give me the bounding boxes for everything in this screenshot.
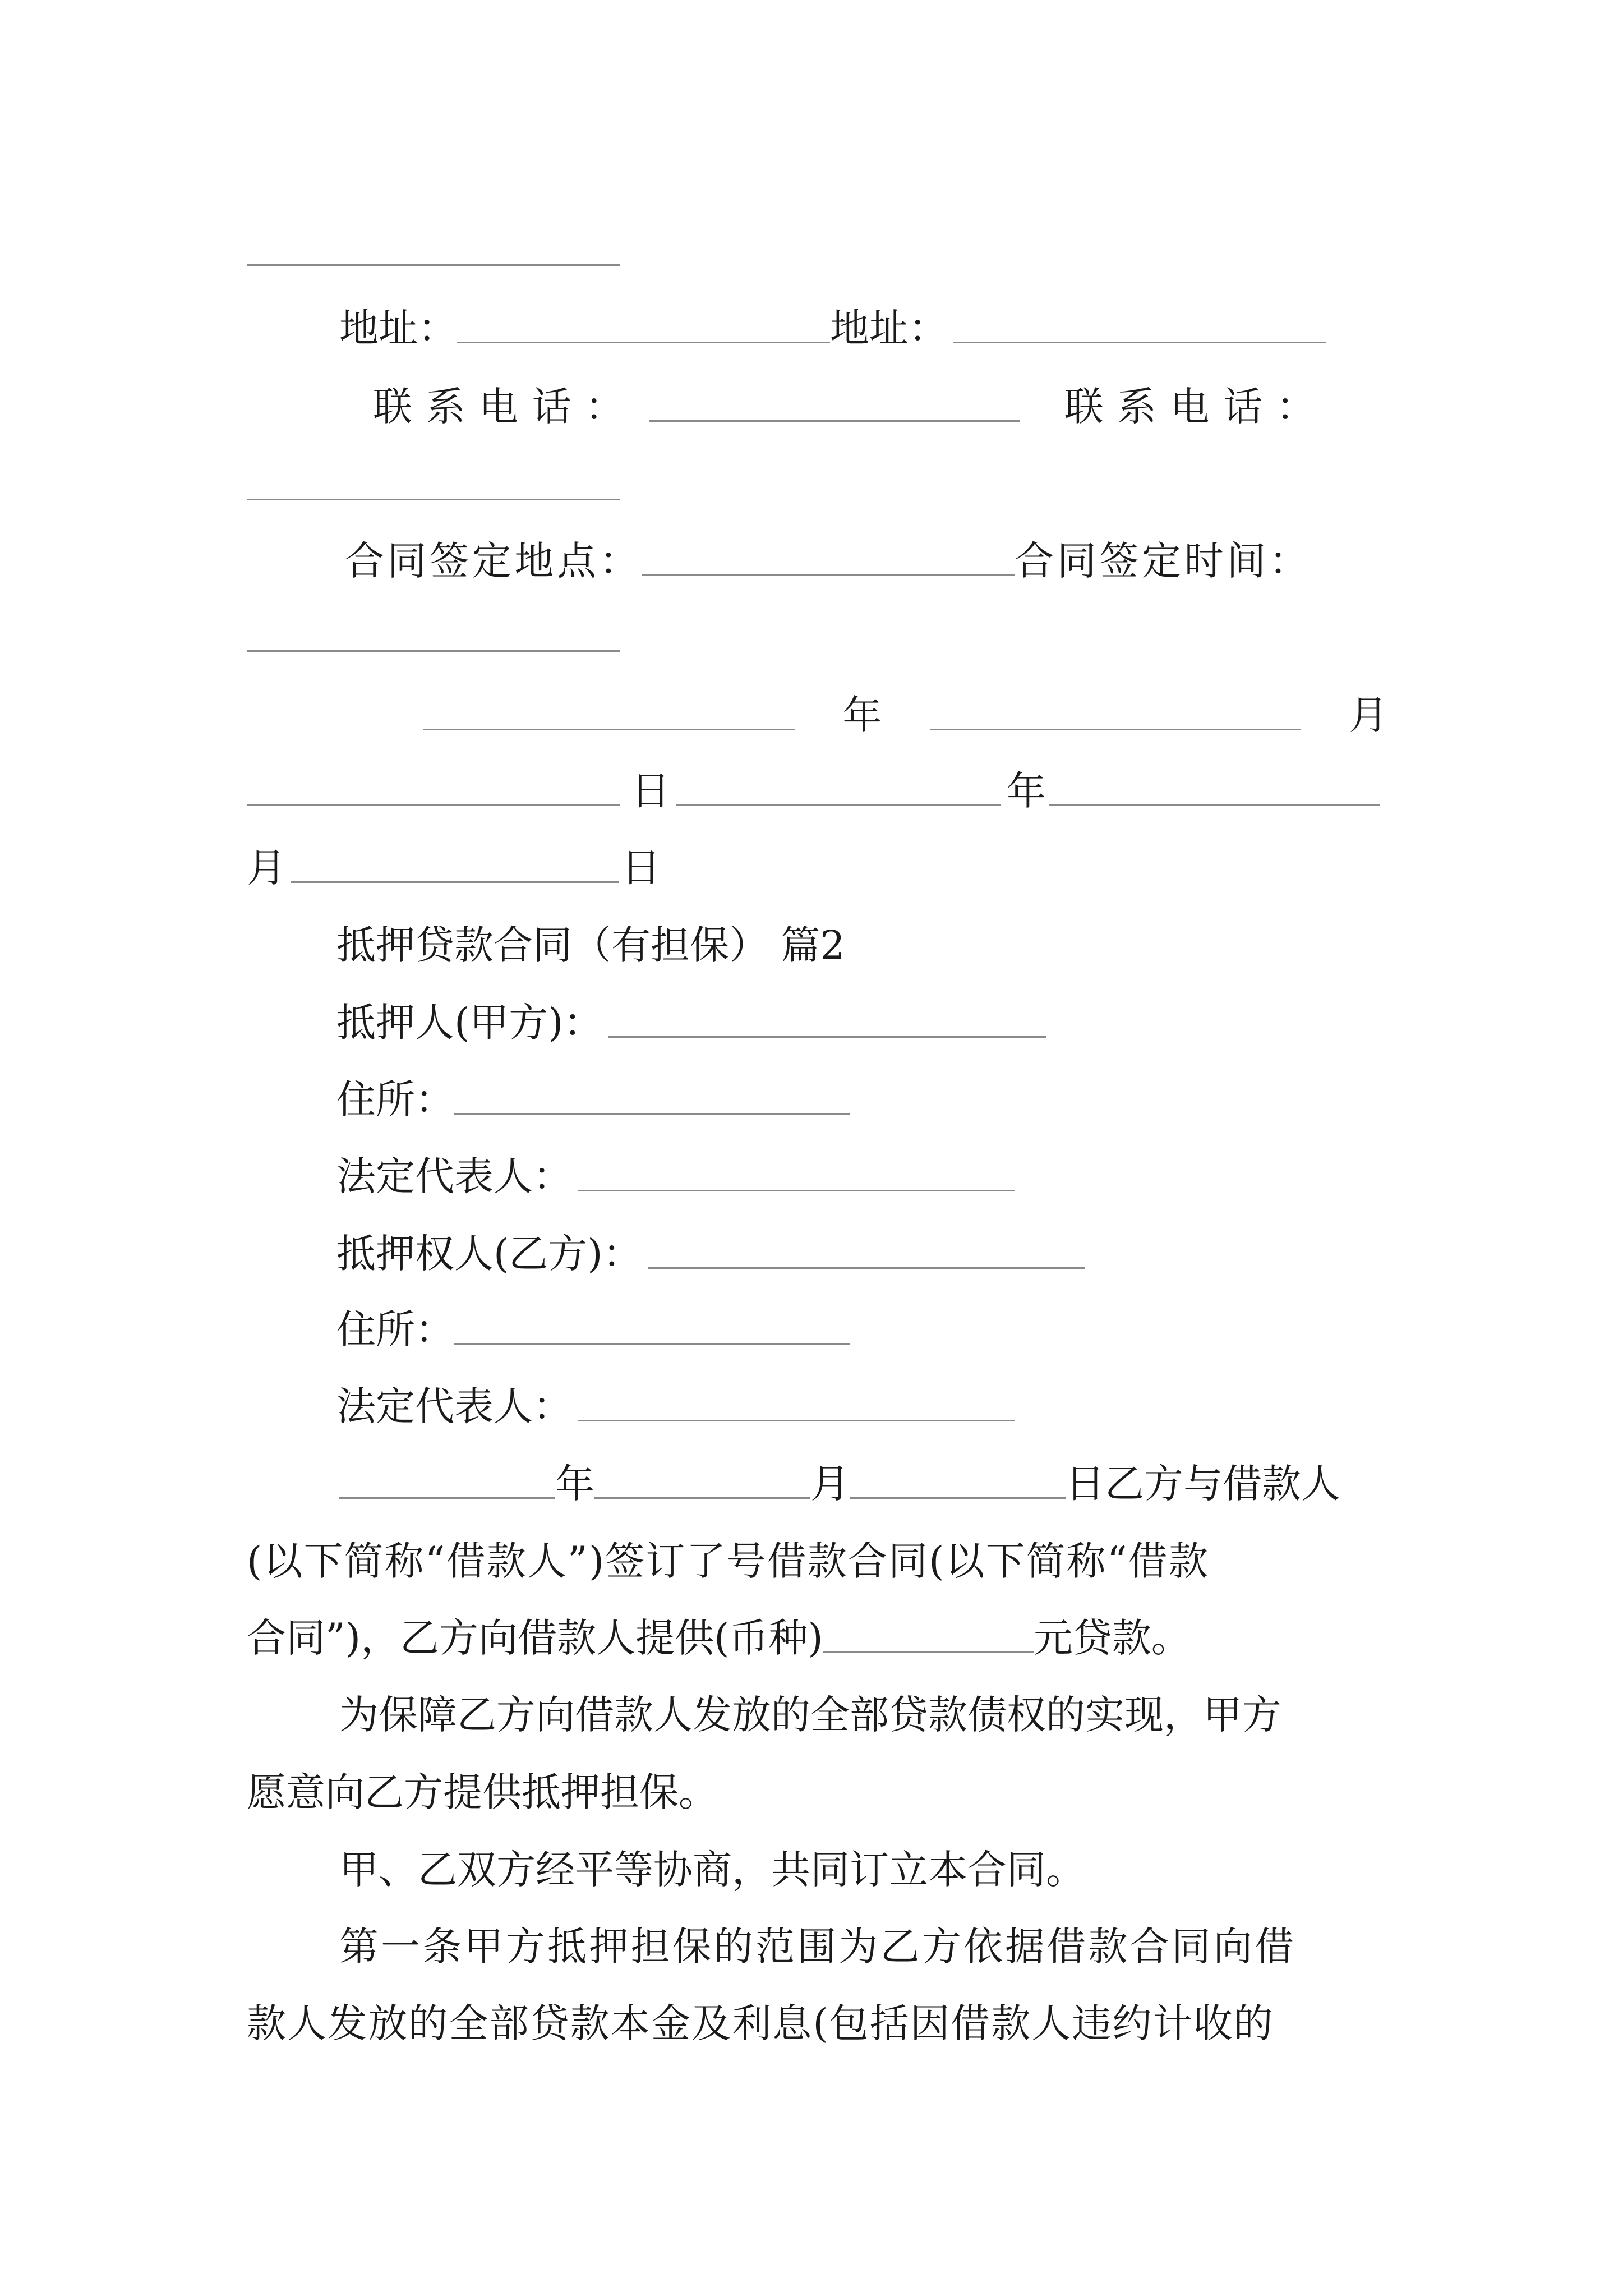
phone-blank-party-b[interactable] [247, 493, 620, 500]
line-legal-rep-2 [336, 1359, 1380, 1429]
month-blank[interactable] [930, 723, 1302, 730]
phone-label-party-b: 联系电话： [1064, 384, 1329, 430]
p2-line-1-text: 为保障乙方向借款人发放的全部贷款债权的实现，甲方 [339, 1692, 1281, 1738]
section-title-text: 抵押贷款合同（有担保） 篇2 [336, 922, 845, 968]
fill-in-blank[interactable] [247, 259, 620, 266]
residence-label-1: 住所： [336, 1076, 454, 1122]
p4-line-1-text: 第一条甲方抵押担保的范围为乙方依据借款合同向借 [339, 1924, 1297, 1970]
line-date-2 [247, 743, 1385, 814]
line-mortgagee [336, 1206, 1380, 1277]
p1-year-blank[interactable] [339, 1492, 555, 1499]
day-blank-2[interactable] [291, 876, 619, 883]
address-label-party-a: 地址： [339, 305, 457, 351]
line-blank-continuation-2 [247, 438, 1385, 505]
residence-label-2: 住所： [336, 1306, 454, 1352]
line-residence-2 [336, 1282, 1380, 1352]
p1-line-2-text: (以下简称“借款人”)签订了号借款合同(以下简称“借款 [247, 1538, 1209, 1584]
address-blank-party-b[interactable] [953, 336, 1326, 343]
year-blank[interactable] [423, 723, 795, 730]
day-label-2: 日 [621, 845, 661, 891]
line-residence-1 [336, 1052, 1380, 1122]
p2-line-2-text: 愿意向乙方提供抵押担保。 [247, 1769, 718, 1815]
p1-day-text: 日乙方与借款人 [1066, 1461, 1340, 1507]
phone-label-party-a: 联系电话： [373, 384, 638, 430]
address-label-party-b: 地址： [830, 305, 948, 351]
line-blank-continuation-1 [247, 203, 1385, 270]
p1-month-label: 月 [810, 1461, 850, 1507]
day-blank[interactable] [247, 799, 620, 806]
residence-blank-1[interactable] [454, 1107, 850, 1115]
day-label: 日 [631, 768, 670, 814]
paragraph-4-line-1 [339, 1899, 1388, 1970]
p1-year-label: 年 [555, 1461, 594, 1507]
year-label: 年 [842, 692, 882, 738]
signing-place-label: 合同签定地点： [345, 538, 642, 584]
paragraph-1-line-2 [247, 1513, 1385, 1584]
paragraph-4-line-2 [247, 1976, 1385, 2046]
mortgagee-label: 抵押权人(乙方)： [336, 1231, 642, 1277]
mortgagee-blank[interactable] [648, 1262, 1085, 1269]
signing-time-label: 合同签定时间： [1015, 538, 1312, 584]
line-phone [373, 359, 1371, 430]
line-legal-rep-1 [336, 1129, 1380, 1199]
legal-rep-blank-1[interactable] [578, 1184, 1015, 1191]
address-blank-party-a[interactable] [457, 336, 830, 343]
paragraph-3-line-1 [339, 1822, 1388, 1893]
signing-place-blank[interactable] [642, 569, 1015, 576]
signing-time-blank[interactable] [247, 645, 620, 652]
paragraph-1-line-3 [247, 1590, 1385, 1661]
mortgagor-blank[interactable] [608, 1030, 1046, 1038]
line-date-1 [423, 668, 1388, 738]
p1-day-blank[interactable] [850, 1492, 1066, 1499]
p1-month-blank[interactable] [594, 1492, 810, 1499]
currency-amount-blank[interactable] [823, 1646, 1034, 1653]
p1-line-3-end: 元贷款。 [1033, 1615, 1191, 1661]
month-label-2: 月 [247, 845, 286, 891]
residence-blank-2[interactable] [454, 1337, 850, 1345]
paragraph-1-line-1 [339, 1436, 1388, 1507]
year-blank-2[interactable] [676, 799, 1001, 806]
line-signing [345, 513, 1388, 584]
year-label-2: 年 [1007, 768, 1046, 814]
mortgagor-label: 抵押人(甲方)： [336, 1000, 603, 1046]
legal-rep-label-2: 法定代表人： [336, 1383, 572, 1429]
month-label: 月 [1349, 692, 1388, 738]
p4-line-2-text: 款人发放的全部贷款本金及利息(包括因借款人违约计收的 [247, 2000, 1274, 2046]
phone-blank-party-a[interactable] [649, 415, 1020, 422]
paragraph-2-line-2 [247, 1745, 1385, 1815]
line-address [339, 280, 1349, 351]
line-blank-continuation-3 [247, 589, 1385, 656]
paragraph-2-line-1 [339, 1667, 1388, 1738]
month-blank-2[interactable] [1049, 799, 1380, 806]
line-date-3 [247, 820, 1385, 891]
line-mortgagor [336, 975, 1380, 1046]
p3-line-1-text: 甲、乙双方经平等协商，共同订立本合同。 [339, 1847, 1085, 1893]
legal-rep-blank-2[interactable] [578, 1414, 1015, 1421]
section-title [336, 898, 1380, 968]
legal-rep-label-1: 法定代表人： [336, 1153, 572, 1199]
p1-line-3-text: 合同”)，乙方向借款人提供(币种) [247, 1615, 823, 1661]
